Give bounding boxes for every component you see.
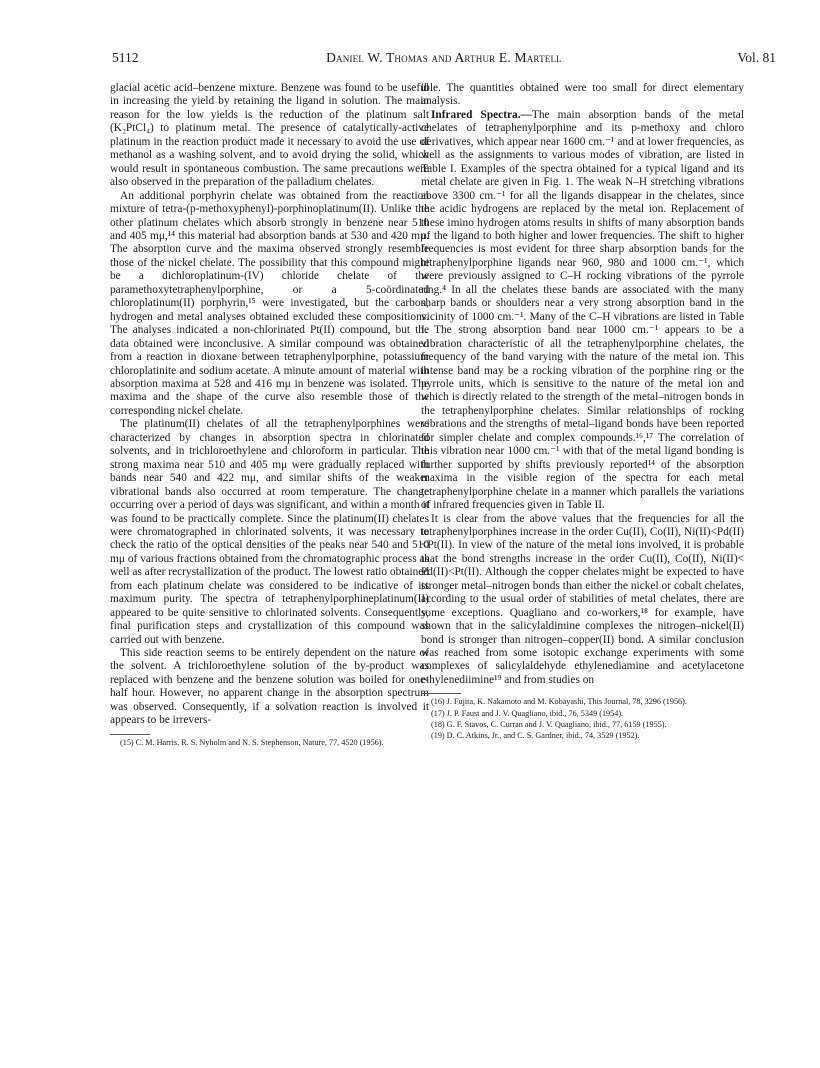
section-paragraph — [421, 109, 744, 513]
section-title: Infrared Spectra.— — [431, 108, 532, 121]
footnote: (15) C. M. Harris, R. S. Nyholm and N. S. Stephenson, Nature, 77, 4520 (1956). — [120, 737, 384, 747]
left-column — [110, 82, 429, 749]
footnote-rule — [421, 693, 461, 694]
paragraph: ible. The quantities obtained were too small for direct elementary analysis. — [421, 82, 744, 108]
page-number: 5112 — [112, 50, 139, 65]
paragraph: This side reaction seems to be entirely dependent on the nature of the solvent. A trichloroethylene solution of the by-product was replaced with benzene and the benzene solution was boiled for one-half hour. However, no apparent change in the absorption spectrum was observed. Consequently, if a solvation reaction is involved it appears to be irrevers- — [110, 647, 429, 727]
paragraph: It is clear from the above values that the frequencies for all the tetraphenylporphines increase in the order Cu(II), Co(II), Ni(II)<Pd(II)<Pt(II). In view of the nature of the metal ions involved, it is probable that the bond strengths increase in the order Cu(II), Co(II), Ni(II)< Pd(II)<Pt(II). Although the copper chelates might be expected to have stronger metal–nitrogen bonds than either the nickel or cobalt chelates, according to the usual order of stabilities of metal chelates, there are some exceptions. Quagliano and co-workers,¹⁸ for example, have shown that in the salicylaldimine complexes the nitrogen–nickel(II) bond is stronger than nitrogen–copper(II) bond. A similar conclusion was reached from some isotopic exchange experiments with some complexes of salicylaldehyde ethylenediamine and acetylacetone ethylenediimine¹⁹ and from studies on — [421, 512, 744, 686]
footnotes — [421, 693, 744, 741]
volume-label: Vol. 81 — [737, 50, 776, 65]
footnote: (16) J. Fujita, K. Nakamoto and M. Kobayashi, This Journal, 78, 3296 (1956). — [431, 697, 687, 707]
paragraph: glacial acetic acid–benzene mixture. Benzene was found to be useful in increasing the yield by retaining the ligand in solution. The main reason for the low yields is the reduction of the platinum salt (K₂PtCl₄) to platinum metal. The presence of catalytically-active platinum in the reaction product made it necessary to avoid the use of methanol as a washing solvent, and to avoid drying the solid, which would result in spontaneous combustion. The same precautions were also observed in the preparation of the palladium chelates. — [110, 82, 429, 189]
running-head-authors: Daniel W. Thomas and Arthur E. Martell — [326, 50, 562, 65]
paragraph: The platinum(II) chelates of all the tetraphenylporphines were characterized by changes in absorption spectra in chlorinated solvents, and in trichloroethylene and chloroform in particular. The strong maxima near 510 and 405 mμ were gradually replaced with bands near 540 and 422 mμ, and similar shifts of the weaker vibrational bands also occurred at room temperature. The change occurring over a period of days was significant, and within a month it was found to be practically complete. Since the platinum(II) chelates were chromatographed in chlorinated solvents, it was necessary to check the ratio of the optical densities of the peaks near 540 and 510 mμ of various fractions obtained from the chromatographic process as well as after recrystallization of the product. The lowest ratio obtained from each platinum chelate was considered to be indicative of its maximum purity. The spectra of tetraphenylporphineplatinum(II) appeared to be quite sensitive to chlorinated solvents. Consequently, final purification steps and crystallization of this compound was carried out with benzene. — [110, 418, 429, 646]
section-text: The main absorption bands of the metal chelates of tetraphenylporphine and its p-methoxy and chloro derivatives, which appear near 1600 cm.⁻¹ and at lower frequencies, as well as the assignments to various modes of vibration, are listed in Table I. Examples of the spectra obtained for a typical ligand and its metal chelate are given in Fig. 1. The weak N–H stretching vibrations above 3300 cm.⁻¹ for all the ligands disappear in the chelates, since the acidic hydrogens are replaced by the metal ion. Replacement of these imino hydrogen atoms results in shifts of many absorption bands of the ligand to both higher and lower frequencies. The shift to higher frequencies is most evident for three sharp absorption bands for the tetraphenylporphine ligands near 960, 980 and 1000 cm.⁻¹, which were previously assigned to C–H rocking vibrations of the pyrrole ring.⁴ In all the chelates these bands are associated with the many sharp bands or shoulders near a very strong absorption band in the vicinity of 1000 cm.⁻¹. Many of the C–H vibrations are listed in Table I. The strong absorption band near 1000 cm.⁻¹ appears to be a vibration characteristic of all the tetraphenylporphine chelates, the frequency of the band varying with the nature of the metal ion. This intense band may be a rocking vibration of the porphine ring or the pyrrole units, which is sensitive to the nature of the metal ion and which is directly related to the strength of the metal–nitrogen bonds in the tetraphenylporphine chelates. Similar relationships of rocking vibrations and the strengths of metal–ligand bonds have been reported for simpler chelate and complex compounds.¹⁶,¹⁷ The correlation of this vibration near 1000 cm.⁻¹ with that of the metal ligand bonding is further supported by shifts previously reported¹⁴ of the absorption maxima in the visible region of the spectra for each metal tetraphenylporphine chelate in a manner which parallels the variations of infrared frequencies given in Table II. — [421, 108, 744, 512]
footnote: (18) G. F. Stavos, C. Curran and J. V. Quagliano, ibid., 77, 6159 (1955). — [431, 719, 667, 729]
footnote: (19) D. C. Atkins, Jr., and C. S. Gardner, ibid., 74, 3529 (1952). — [431, 731, 640, 741]
footnote-rule — [110, 734, 150, 735]
footnote: (17) J. P. Faust and J. V. Quagliano, ibid., 76, 5349 (1954). — [431, 708, 624, 718]
paragraph: An additional porphyrin chelate was obtained from the reaction mixture of tetra-(p-methoxyphenyl)-porphinoplatinum(II). Unlike the other platinum chelates which absorb strongly in benzene near 510 and 405 mμ,¹⁴ this material had absorption bands at 530 and 420 mμ. The absorption curve and the maxima observed strongly resemble those of the nickel chelate. The possibility that this compound might be a dichloroplatinum-(IV) chloride chelate of the paramethoxytetraphenylporphine, or a 5-coördinated chloroplatinum(II) porphyrin,¹⁵ were investigated, but the carbon, hydrogen and metal analyses obtained excluded these compositions. The analyses indicated a non-chlorinated Pt(II) compound, but the data obtained were inconclusive. A similar compound was obtained from a reaction in dioxane between tetraphenylporphine, potassium chloroplatinite and sodium acetate. A minute amount of material with absorption maxima at 528 and 416 mμ in benzene was isolated. The maxima and the shape of the curve also resemble those of the corresponding nickel chelate. — [110, 189, 429, 417]
running-header — [112, 50, 776, 70]
right-column — [421, 82, 744, 743]
footnotes — [110, 734, 429, 748]
